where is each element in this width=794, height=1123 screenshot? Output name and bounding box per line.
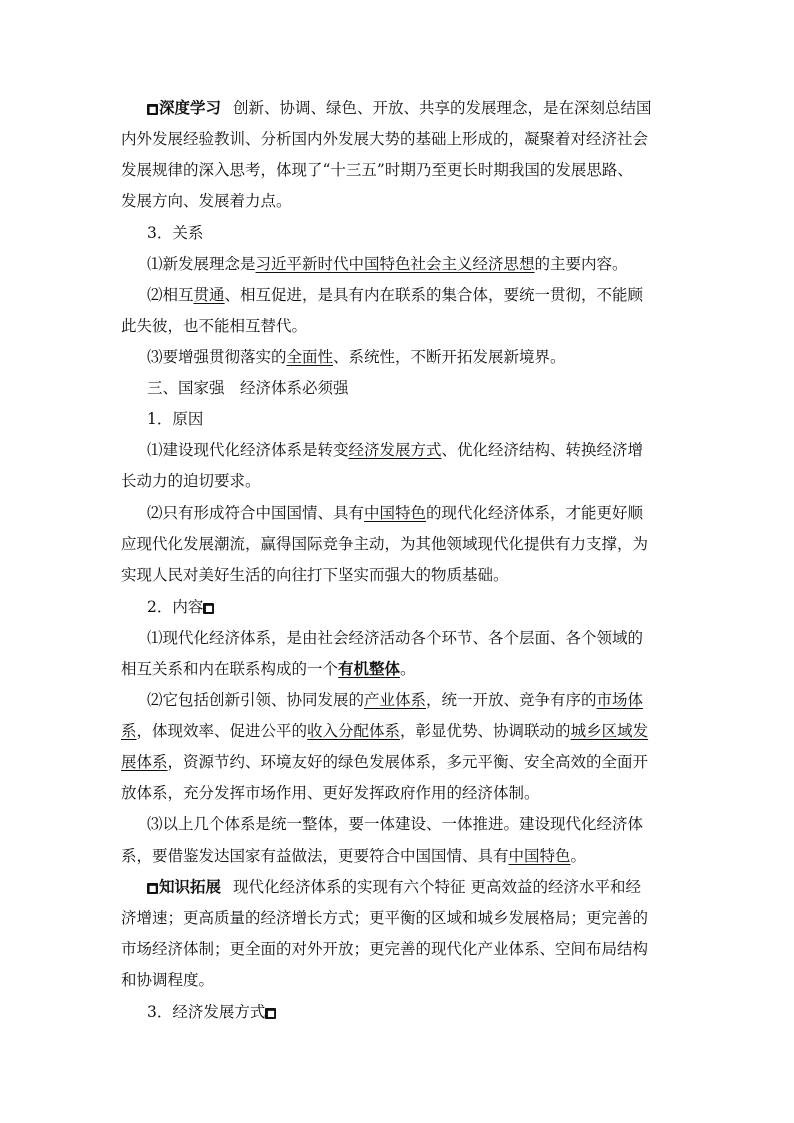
knowledge-title: 知识拓展 [159,877,222,896]
underlined-term: 有机整体 [338,659,401,678]
underlined-term: 贯通 [193,286,225,304]
underlined-term: 城乡区域发 [570,722,649,740]
reason-heading: 1．原因 [147,410,204,428]
underlined-term: 中国特色 [364,504,427,522]
deep-learning-line-1 [147,97,652,119]
underlined-term: 中国特色 [508,847,571,865]
relation-item-2: ⑵相互贯通、相互促进，是具有内在联系的集合体，要统一贯彻，不能顾 [147,286,644,304]
content-p3-line-2: 系，要借鉴发达国家有益做法，更要符合中国国情、具有中国特色。 [121,847,587,865]
knowledge-line-4: 和协调程度。 [121,971,215,989]
knowledge-marker-icon: ■ [148,884,157,893]
underlined-term: 展体系 [121,753,168,771]
relation-item-1: ⑴新发展理念是习近平新时代中国特色社会主义经济思想的主要内容。 [147,255,628,273]
underlined-term: 产业体系 [364,691,427,709]
reason-p2-line-2: 应现代化发展潮流，赢得国际竞争主动，为其他领域现代化提供有力支撑，为 [121,535,649,553]
content-p2-line-3: 展体系，资源节约、环境友好的绿色发展体系，多元平衡、安全高效的全面开 [121,753,649,771]
underlined-term: 系 [121,722,137,740]
deep-learning-text: 创新、协调、绿色、开放、共享的发展理念，是在深刻总结国 [233,99,652,117]
content-marker-icon: ■ [205,604,213,613]
knowledge-line-3: 市场经济体制；更全面的对外开放；更完善的现代化产业体系、空间布局结构 [121,940,649,958]
reason-p1-line-1: ⑴建设现代化经济体系是转变经济发展方式、优化经济结构、转换经济增 [147,441,644,459]
underlined-term: 经济发展方式 [348,441,442,459]
relation-heading: 3．关系 [147,224,204,242]
reason-p2-line-1: ⑵只有形成符合中国国情、具有中国特色的现代化经济体系，才能更好顺 [147,504,644,522]
underlined-term: 收入分配体系 [307,722,401,740]
content-p2-line-1: ⑵它包括创新引领、协同发展的产业体系，统一开放、竞争有序的市场体 [147,691,644,709]
underlined-term: 习近平新时代中国特色社会主义经济思想 [255,255,535,273]
reason-p1-line-2: 长动力的迫切要求。 [121,472,261,490]
deep-learning-line-3: 发展规律的深入思考，体现了“十三五”时期乃至更长时期我国的发展思路、 [121,161,633,179]
deep-learning-title: 深度学习 [159,98,222,117]
section-three-heading: 三、国家强 经济体系必须强 [147,379,349,397]
content-p1-line-1: ⑴现代化经济体系，是由社会经济活动各个环节、各个层面、各个领域的 [147,629,644,647]
deep-learning-marker-icon: ■ [148,105,157,114]
method-heading: 3．经济发展方式 ■ [147,1003,275,1021]
content-p2-line-4: 放体系，充分发挥市场作用、更好发挥政府作用的经济体制。 [121,784,540,802]
underlined-term: 市场体 [596,691,644,709]
content-p3-line-1: ⑶以上几个体系是统一整体，要一体建设、一体推进。建设现代化经济体 [147,815,644,833]
deep-learning-line-4: 发展方向、发展着力点。 [121,192,292,210]
content-p1-line-2: 相互关系和内在联系构成的一个有机整体。 [121,659,416,678]
content-p2-line-2: 系，体现效率、促进公平的收入分配体系，彰显优势、协调联动的城乡区域发 [121,722,649,740]
relation-item-3: ⑶要增强贯彻落实的全面性、系统性，不断开拓发展新境界。 [147,348,566,366]
relation-item-2-cont: 此失彼，也不能相互替代。 [121,317,308,335]
content-heading: 2．内容 ■ [147,598,213,616]
knowledge-line-1 [147,876,641,898]
underlined-term: 全面性 [286,348,334,366]
knowledge-text: 现代化经济体系的实现有六个特征 更高效益的经济水平和经 [233,878,641,896]
deep-learning-line-2: 内外发展经验教训、分析国内外发展大势的基础上形成的，凝聚着对经济社会 [121,130,649,148]
reason-p2-line-3: 实现人民对美好生活的向往打下坚实而强大的物质基础。 [121,566,509,584]
knowledge-line-2: 济增速；更高质量的经济增长方式；更平衡的区域和城乡发展格局；更完善的 [121,909,649,927]
method-marker-icon: ■ [267,1009,275,1018]
